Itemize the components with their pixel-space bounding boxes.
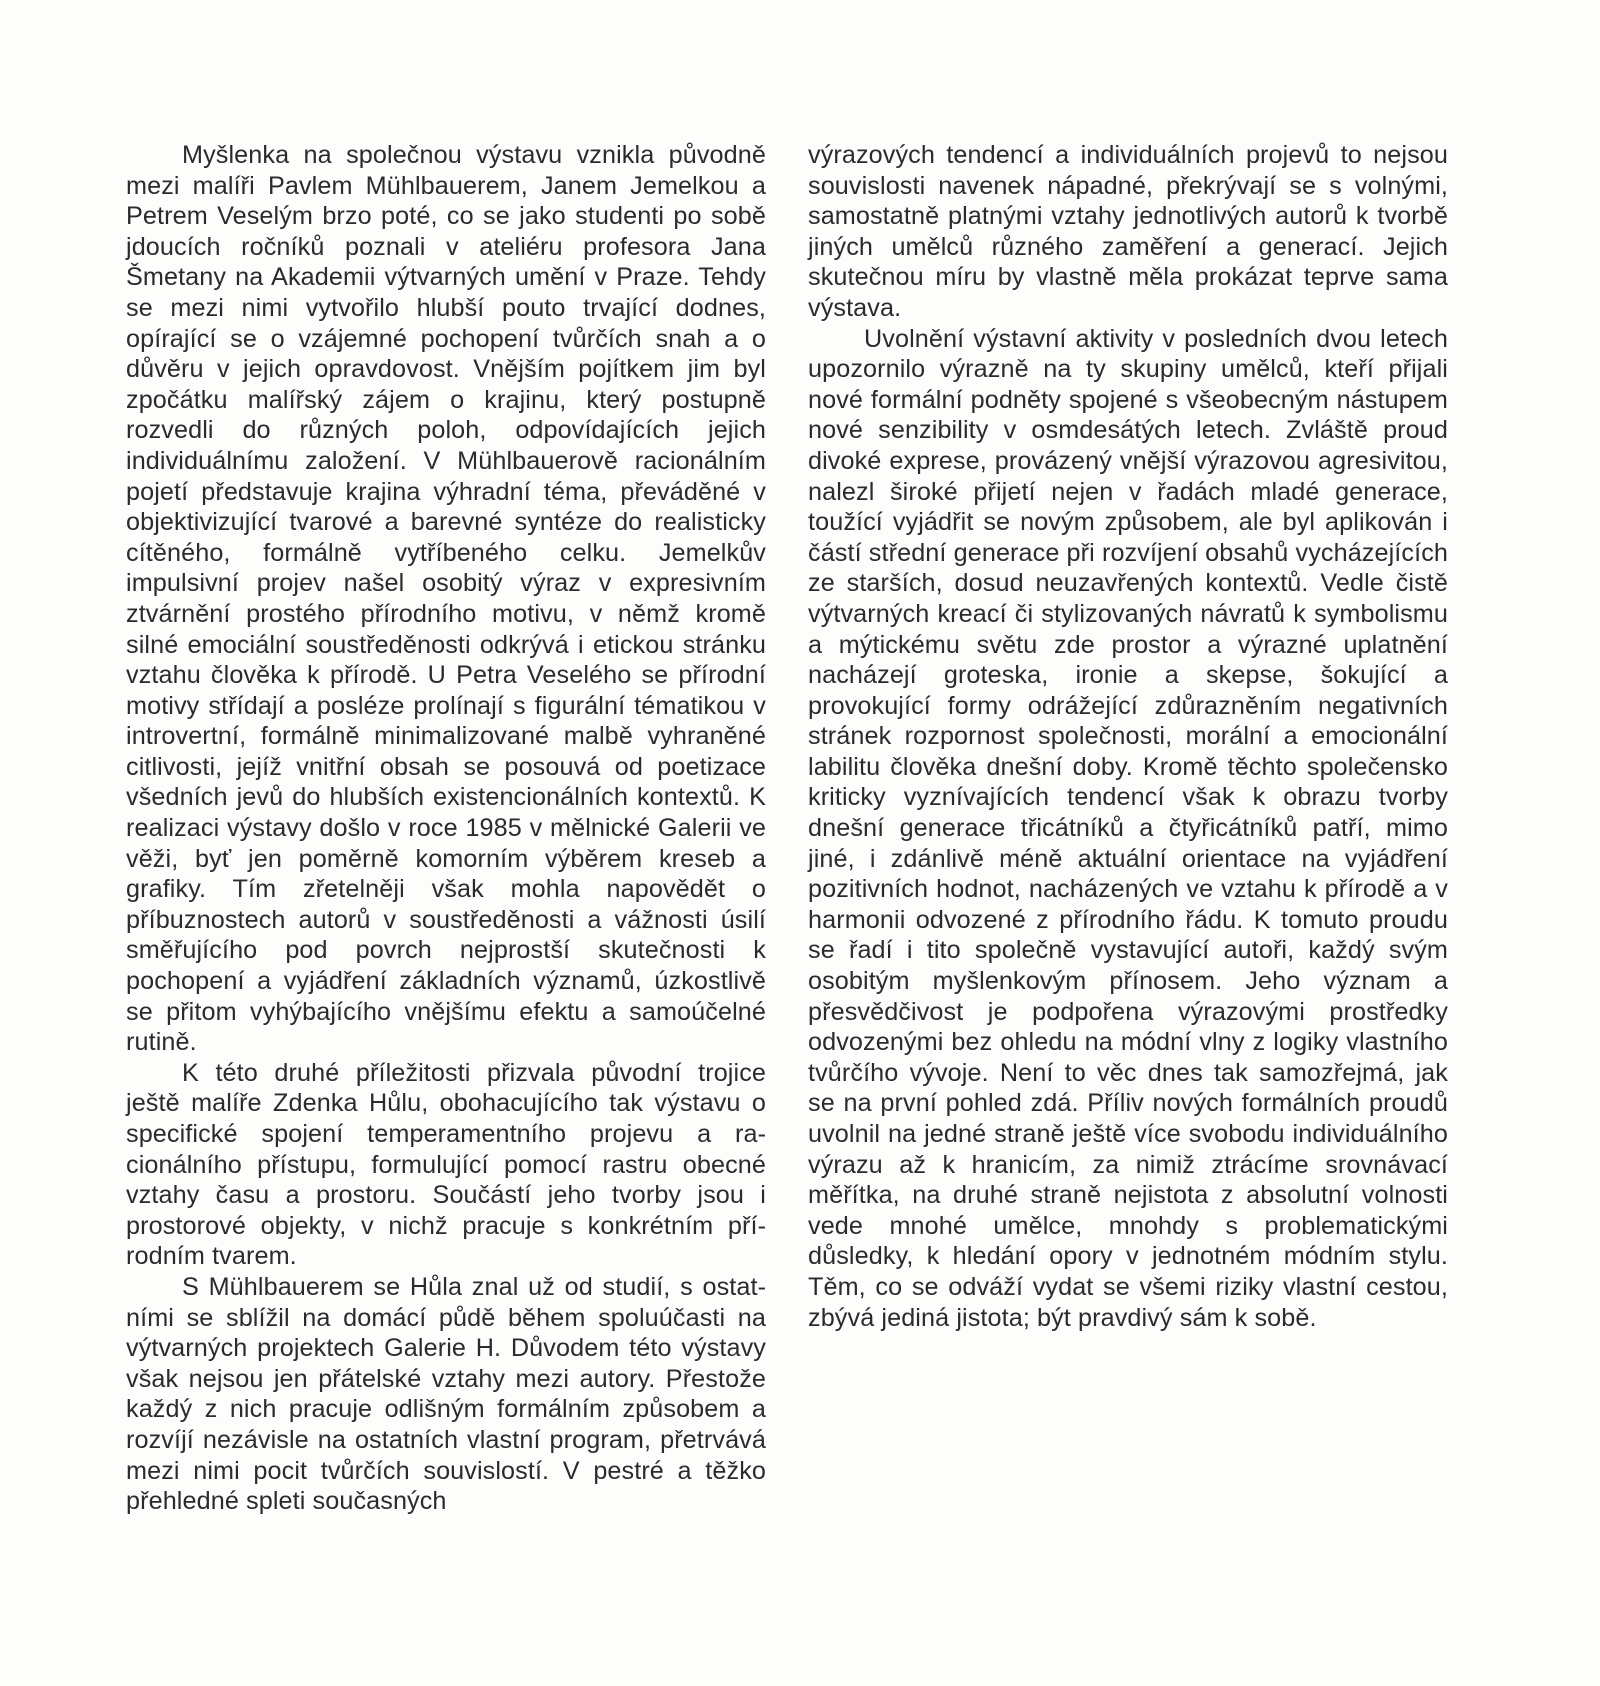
text-column-left [126,140,766,1517]
text-column-right [808,140,1448,1333]
paragraph: Uvolnění výstavní aktivity v posledních dvou letech upozornilo výrazně na ty skupiny umělců, kteří přijali nové formální podněty spojené s všeobecným nástupem nové senzibility v osmdesátých letech. Zvláště proud divoké exprese, provázený vnější výrazovou agresivitou, nalezl široké přijetí nejen v řadách mladé generace, toužící vyjádřit se novým způsobem, ale byl aplikován i částí střední generace při rozvíjení obsahů vycházejících ze starších, dosud neuzavřených kontextů. Vedle čistě výtvarných kreací či stylizovaných návratů k symbolismu a mýtickému světu zde prostor a výrazné uplatnění nacházejí groteska, ironie a skepse, šokující a provokující formy odrážející zdůrazněním negativních stránek rozpornost společnosti, morální a emocionální labilitu člověka dnešní doby. Kromě těchto společensko kriticky vyznívajících tendencí však k obrazu tvorby dnešní generace třicátníků a čtyřicátníků patří, mimo jiné, i zdánlivě méně aktuální orientace na vyjádření pozitivních hodnot, nacházených ve vztahu k přírodě a v harmonii odvozené z přírodního řádu. K tomuto proudu se řadí i tito společně vystavující autoři, každý svým osobitým myšlenkovým přínosem. Jeho význam a přesvědčivost je podpořena výrazovými prostředky odvozenými bez ohledu na módní vlny z logiky vlastního tvůrčího vývoje. Není to věc dnes tak samozřejmá, jak se na první pohled zdá. Příliv nových formálních proudů uvolnil na jedné straně ještě více svobodu individuálního výrazu až k hranicím, za nimiž ztrácíme srovnávací měřítka, na druhé straně nejistota z absolutní volnosti vede mnohé umělce, mnohdy s problematickými důsledky, k hledání opory v jednotném módním stylu. Těm, co se odváží vydat se všemi riziky vlastní cestou, zbývá jediná jistota; být pravdivý sám k sobě. [808,324,1448,1332]
paragraph: Myšlenka na společnou výstavu vznikla původně mezi malíři Pavlem Mühlbauerem, Janem Jemelkou a Petrem Veselým brzo poté, co se jako studenti po sobě jdoucích ročníků poznali v ateliéru profesora Jana Šmetany na Akademii výtvarných umění v Praze. Tehdy se mezi nimi vytvořilo hlubší pouto trvající dodnes, opírající se o vzájemné pochopení tvůrčích snah a o důvěru v jejich opravdovost. Vnějším pojítkem jim byl zpočátku malířský zájem o krajinu, který postupně rozvedli do různých poloh, odpovídajících jejich individuálnímu založení. V Mühlbauerově racionálním pojetí představuje krajina výhradní téma, převáděné v objektivizující tvarové a barevné syntéze do realisticky cítěného, formálně vytříbeného celku. Jemelkův impulsivní projev našel osobitý výraz v expresivním ztvárnění prostého přírodního motivu, v němž kromě silné emociální soustředěnosti odkrývá i etickou stránku vztahu člověka k přírodě. U Petra Veselého se přírodní motivy střídají a posléze prolínají s figurální tématikou v introvertní, formálně minimalizované malbě vyhraněné citlivosti, jejíž vnitřní obsah se posouvá od poetizace všedních jevů do hlubších existencionálních kontextů. K realizaci výstavy došlo v roce 1985 v mělnické Galerii ve věži, byť jen poměrně komorním výběrem kreseb a grafiky. Tím zřetelněji však mohla napovědět o příbuznostech autorů v soustředěnosti a vážnosti úsilí směřujícího pod povrch nejprostší skutečnosti k pochopení a vyjádření základních významů, úzkostlivě se přitom vyhýbajícího vnějšímu efektu a samoúčelné rutině. [126,141,766,1057]
paragraph: K této druhé příležitosti přizvala původní trojice ještě malíře Zdenka Hůlu, obohacujícího tak výstavu o specifické spojení temperamentního projevu a racionálního přístupu, formulující pomocí rastru obecné vztahy času a prostoru. Součástí jeho tvorby jsou i prostorové objekty, v nichž pracuje s konkrétním přírodním tvarem. [126,1058,766,1271]
paragraph-continuation: výrazových tendencí a individuálních projevů to nejsou souvislosti navenek nápadné, překrývají se s volnými, samostatně platnými vztahy jednotlivých autorů k tvorbě jiných umělců různého zaměření a generací. Jejich skutečnou míru by vlastně měla prokázat teprve sama výstava. [808,141,1448,322]
paragraph: S Mühlbauerem se Hůla znal už od studií, s ostatními se sblížil na domácí půdě během spoluúčasti na výtvarných projektech Galerie H. Důvodem této výstavy však nejsou jen přátelské vztahy mezi autory. Přestože každý z nich pracuje odlišným formálním způsobem a rozvíjí nezávisle na ostatních vlastní program, přetrvává mezi nimi pocit tvůrčích souvislostí. V pestré a těžko přehledné spleti současných [126,1272,766,1516]
